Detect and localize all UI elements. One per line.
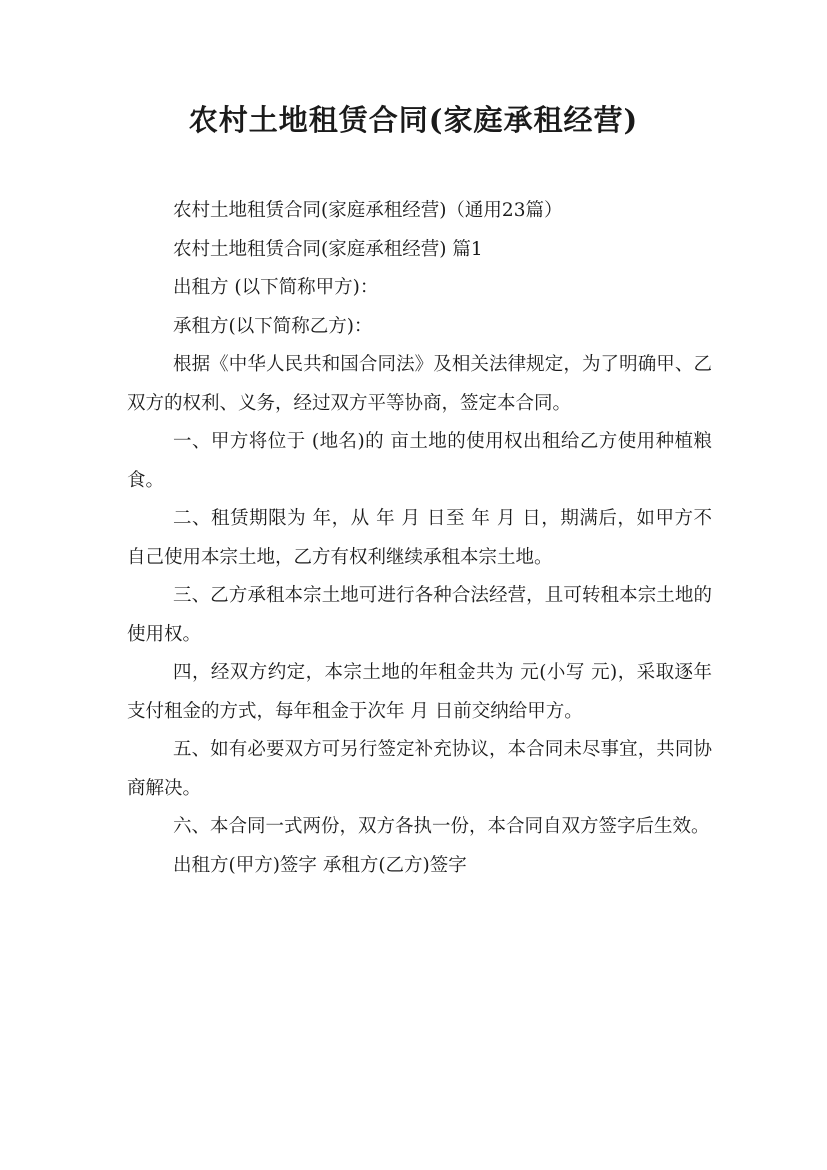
paragraph-preamble: 根据《中华人民共和国合同法》及相关法律规定，为了明确甲、乙双方的权利、义务，经过双方平等协商，签定本合同。 <box>127 354 712 414</box>
paragraph-clause-1: 一、甲方将位于 (地名)的 亩土地的使用权出租给乙方使用种植粮食。 <box>127 431 712 491</box>
paragraph-clause-2: 二、租赁期限为 年，从 年 月 日至 年 月 日，期满后，如甲方不自己使用本宗土地，乙方有权利继续承租本宗土地。 <box>127 508 712 568</box>
paragraph-lessor: 出租方 (以下简称甲方)： <box>173 277 379 298</box>
paragraph-signatures: 出租方(甲方)签字 承租方(乙方)签字 <box>173 854 467 876</box>
paragraph-clause-4: 四，经双方约定，本宗土地的年租金共为 元(小写 元)，采取逐年支付租金的方式，每年租金于次年 月 日前交纳给甲方。 <box>127 662 712 722</box>
paragraph-clause-3: 三、乙方承租本宗土地可进行各种合法经营，且可转租本宗土地的使用权。 <box>127 585 712 645</box>
paragraph-clause-6: 六、本合同一式两份，双方各执一份，本合同自双方签字后生效。 <box>173 816 710 837</box>
paragraph-clause-5: 五、如有必要双方可另行签定补充协议，本合同未尽事宜，共同协商解决。 <box>127 739 712 799</box>
document-title: 农村土地租赁合同(家庭承租经营) <box>188 103 639 137</box>
document-body <box>127 192 712 885</box>
paragraph-collection-title: 农村土地租赁合同(家庭承租经营)（通用23篇） <box>173 200 563 221</box>
paragraph-lessee: 承租方(以下简称乙方)： <box>173 315 373 337</box>
paragraph-section-heading: 农村土地租赁合同(家庭承租经营) 篇1 <box>173 238 483 260</box>
